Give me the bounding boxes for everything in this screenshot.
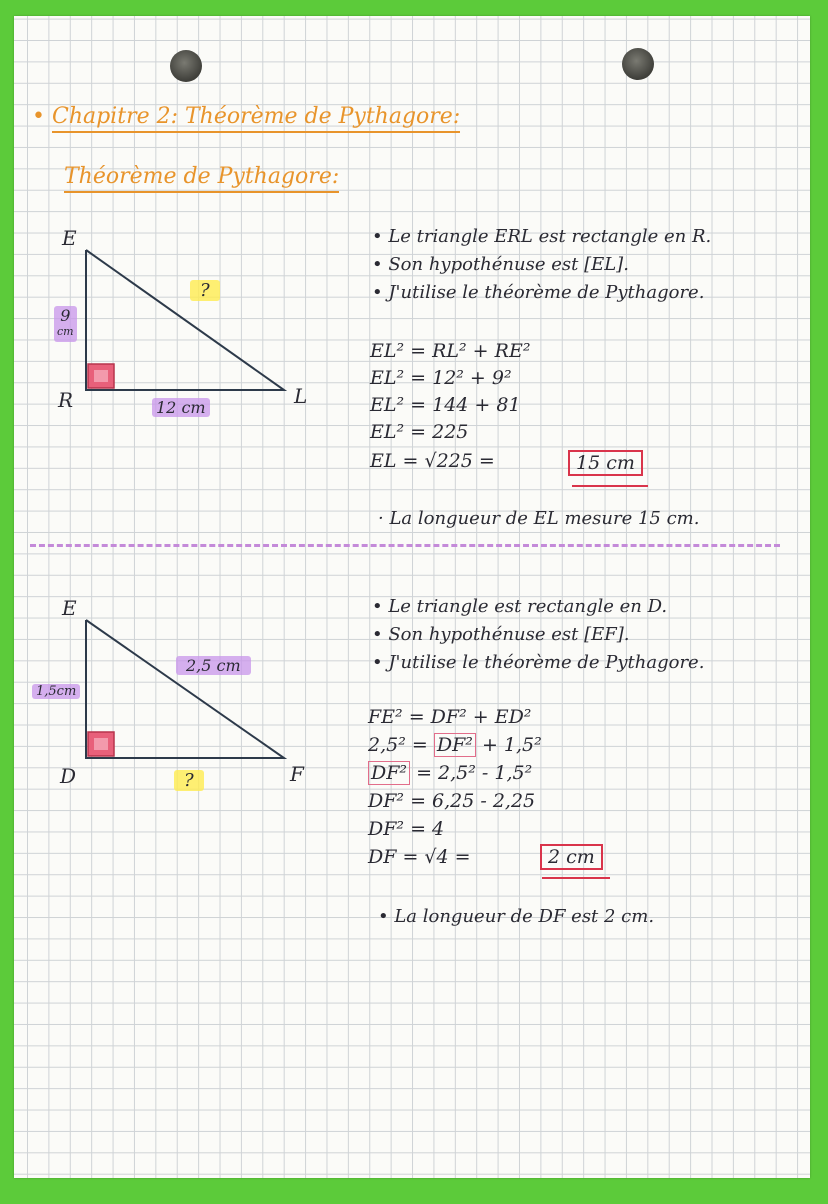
vertex-f-2: F bbox=[290, 762, 304, 786]
triangle-erl bbox=[86, 250, 284, 390]
ex2-eq-2: 2,5² = DF² + 1,5² bbox=[368, 734, 542, 756]
vertex-d-2: D bbox=[60, 764, 77, 788]
side-el-unknown: ? bbox=[190, 280, 220, 301]
chapter-title: • Chapitre 2: Théorème de Pythagore: bbox=[32, 104, 460, 129]
ex1-eq-5: EL = √225 = bbox=[370, 450, 495, 472]
section-divider bbox=[30, 544, 780, 547]
ex2-eq-1: FE² = DF² + ED² bbox=[368, 706, 532, 728]
ex2-conclusion: • La longueur de DF est 2 cm. bbox=[378, 906, 655, 927]
ex2-eq-3: DF² = 2,5² - 1,5² bbox=[368, 762, 532, 784]
side-rl-label: 12 cm bbox=[152, 398, 210, 417]
ex1-eq-4: EL² = 225 bbox=[370, 421, 469, 443]
section-title: Théorème de Pythagore: bbox=[64, 164, 339, 189]
ex2-eq-5: DF² = 4 bbox=[368, 818, 445, 840]
ex2-eq-6: DF = √4 = bbox=[368, 846, 471, 868]
side-ef-label: 2,5 cm bbox=[176, 656, 251, 675]
ex1-eq-2: EL² = 12² + 9² bbox=[370, 367, 512, 389]
ex1-answer: 15 cm bbox=[568, 450, 643, 476]
vertex-r-1: R bbox=[58, 388, 74, 412]
side-re-label: 9 cm bbox=[54, 306, 77, 342]
vertex-l-1: L bbox=[294, 384, 308, 408]
ex2-bullet-1: • Le triangle est rectangle en D. bbox=[372, 596, 668, 617]
vertex-e-1: E bbox=[62, 226, 77, 250]
triangle-edf bbox=[86, 620, 284, 758]
ex1-conclusion: · La longueur de EL mesure 15 cm. bbox=[378, 508, 700, 529]
ex2-bullet-3: • J'utilise le théorème de Pythagore. bbox=[372, 652, 705, 673]
ex1-bullet-3: • J'utilise le théorème de Pythagore. bbox=[372, 282, 705, 303]
ex2-eq-4: DF² = 6,25 - 2,25 bbox=[368, 790, 536, 812]
ex1-bullet-1: • Le triangle ERL est rectangle en R. bbox=[372, 226, 712, 247]
side-df-unknown: ? bbox=[174, 770, 204, 791]
side-ed-label: 1,5cm bbox=[32, 684, 80, 699]
ex1-bullet-2: • Son hypothénuse est [EL]. bbox=[372, 254, 629, 275]
ex1-eq-3: EL² = 144 + 81 bbox=[370, 394, 521, 416]
ex2-answer: 2 cm bbox=[540, 844, 603, 870]
ex2-bullet-2: • Son hypothénuse est [EF]. bbox=[372, 624, 630, 645]
vertex-e-2: E bbox=[62, 596, 77, 620]
ex1-eq-1: EL² = RL² + RE² bbox=[370, 340, 531, 362]
